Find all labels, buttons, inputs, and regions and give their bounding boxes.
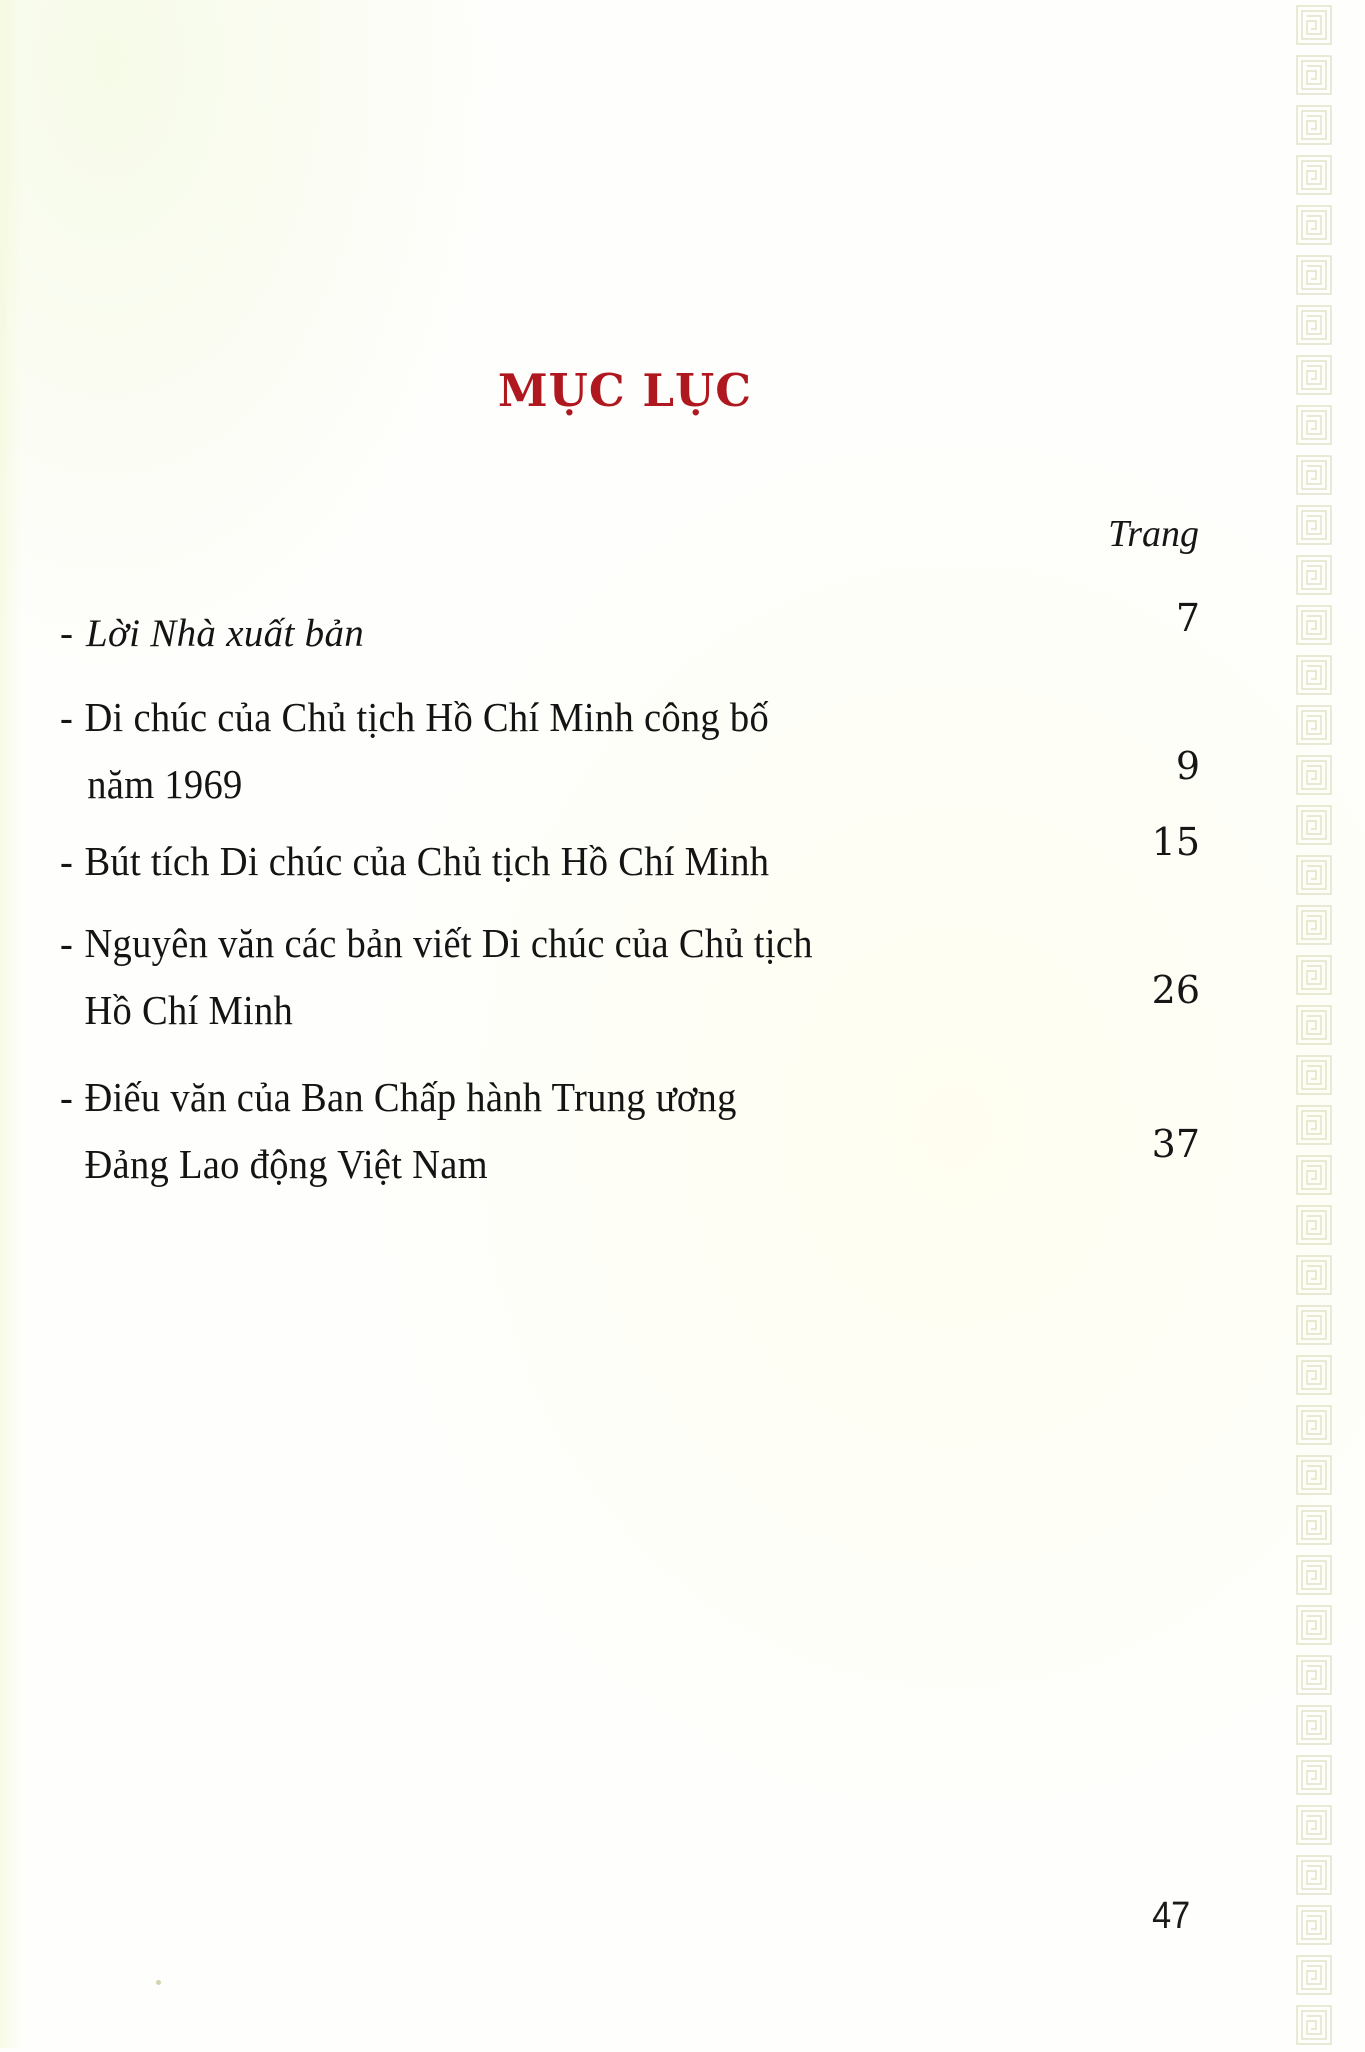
- greek-key-spiral-icon: [1295, 1454, 1333, 1496]
- greek-key-spiral-icon: [1295, 354, 1333, 396]
- greek-key-spiral-icon: [1295, 204, 1333, 246]
- toc-entry-line: Nguyên văn các bản viết Di chúc của Chủ tịch: [84, 920, 813, 966]
- greek-key-spiral-icon: [1295, 254, 1333, 296]
- greek-key-spiral-icon: [1295, 854, 1333, 896]
- greek-key-spiral-icon: [1295, 54, 1333, 96]
- greek-key-spiral-icon: [1295, 604, 1333, 646]
- greek-key-spiral-icon: [1295, 454, 1333, 496]
- greek-key-spiral-icon: [1295, 1604, 1333, 1646]
- greek-key-spiral-icon: [1295, 1154, 1333, 1196]
- greek-key-spiral-icon: [1295, 1854, 1333, 1896]
- greek-key-spiral-icon: [1295, 704, 1333, 746]
- toc-entry-continuation: năm 1969: [87, 761, 243, 807]
- greek-key-spiral-icon: [1295, 1804, 1333, 1846]
- greek-key-spiral-icon: [1295, 754, 1333, 796]
- toc-entry-title: [60, 1064, 934, 1198]
- greek-key-spiral-icon: [1295, 404, 1333, 446]
- paper-speck: [156, 1980, 161, 1985]
- greek-key-spiral-icon: [1295, 1104, 1333, 1146]
- toc-entry-title: [60, 600, 990, 667]
- greek-key-spiral-icon: [1295, 954, 1333, 996]
- toc-entry-line: Lời Nhà xuất bản: [86, 612, 365, 655]
- greek-key-spiral-icon: [1295, 2004, 1333, 2046]
- greek-key-spiral-icon: [1295, 804, 1333, 846]
- toc-entry-line: Bút tích Di chúc của Chủ tịch Hồ Chí Minh: [84, 838, 770, 884]
- greek-key-spiral-icon: [1295, 504, 1333, 546]
- toc-entry-dash: -: [60, 694, 74, 740]
- toc-entry-page: 26: [1151, 968, 1200, 1012]
- greek-key-spiral-icon: [1295, 1354, 1333, 1396]
- toc-entry-continuation: Hồ Chí Minh: [84, 987, 294, 1033]
- greek-key-spiral-icon: [1295, 1404, 1333, 1446]
- greek-key-spiral-icon: [1295, 654, 1333, 696]
- toc-entry-line: Điếu văn của Ban Chấp hành Trung ương: [84, 1074, 737, 1120]
- toc-entry-line: Di chúc của Chủ tịch Hồ Chí Minh công bố: [84, 694, 770, 740]
- toc-entry-page: 37: [1151, 1122, 1200, 1166]
- toc-entry-page: 9: [1175, 744, 1200, 788]
- greek-key-spiral-icon: [1295, 4, 1333, 46]
- greek-key-spiral-icon: [1295, 1054, 1333, 1096]
- decorative-border: [1292, 0, 1336, 2052]
- greek-key-spiral-icon: [1295, 1304, 1333, 1346]
- page-title: MỤC LỤC: [497, 364, 753, 417]
- toc-entry-title: [60, 910, 934, 1044]
- greek-key-spiral-icon: [1295, 554, 1333, 596]
- greek-key-spiral-icon: [1295, 1004, 1333, 1046]
- greek-key-spiral-icon: [1295, 904, 1333, 946]
- greek-key-spiral-icon: [1295, 304, 1333, 346]
- toc-entry-page: 15: [1151, 820, 1200, 864]
- greek-key-spiral-icon: [1295, 1504, 1333, 1546]
- toc-entry-page: 7: [1175, 596, 1200, 640]
- greek-key-spiral-icon: [1295, 1654, 1333, 1696]
- toc-entry-title: [60, 684, 934, 818]
- toc-entry-dash: -: [60, 1074, 74, 1120]
- greek-key-spiral-icon: [1295, 1254, 1333, 1296]
- greek-key-spiral-icon: [1295, 1904, 1333, 1946]
- greek-key-spiral-icon: [1295, 1554, 1333, 1596]
- toc-entry-dash: -: [60, 920, 74, 966]
- greek-key-spiral-icon: [1295, 1704, 1333, 1746]
- toc-entry-dash: -: [60, 838, 74, 884]
- toc-entry-dash: -: [60, 612, 74, 655]
- greek-key-spiral-icon: [1295, 154, 1333, 196]
- greek-key-spiral-icon: [1295, 1204, 1333, 1246]
- toc-entry-title: [60, 828, 934, 895]
- page-column-header: Trang: [1108, 513, 1199, 555]
- page-number: 47: [1152, 1895, 1191, 1937]
- toc-entry-continuation: Đảng Lao động Việt Nam: [84, 1141, 488, 1187]
- greek-key-spiral-icon: [1295, 1754, 1333, 1796]
- greek-key-spiral-icon: [1295, 104, 1333, 146]
- greek-key-spiral-icon: [1295, 1954, 1333, 1996]
